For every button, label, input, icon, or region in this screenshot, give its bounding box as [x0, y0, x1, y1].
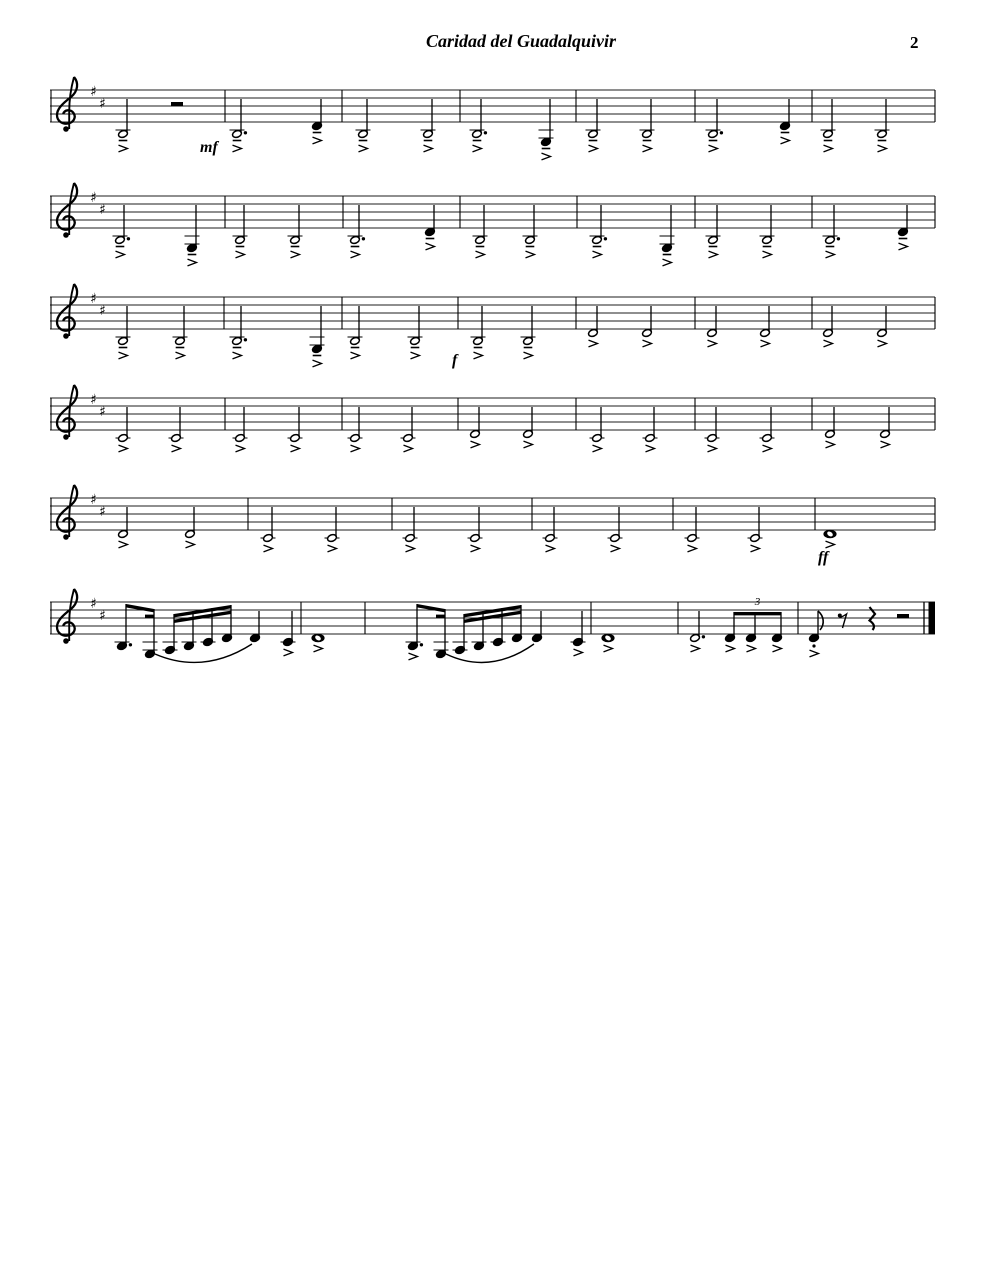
- accent-mark: [763, 251, 772, 258]
- note: [173, 306, 188, 359]
- accent-mark: [476, 251, 485, 258]
- accent-mark: [233, 145, 242, 152]
- augmentation-dot: [127, 237, 130, 240]
- accent-mark: [291, 445, 300, 452]
- accent-mark: [542, 153, 551, 160]
- treble-clef-blob: [63, 638, 69, 644]
- accent-mark: [751, 545, 760, 552]
- accent-mark: [546, 545, 555, 552]
- note: [473, 205, 488, 258]
- note: [470, 407, 481, 448]
- augmentation-dot: [129, 643, 132, 646]
- augmentation-dot: [244, 131, 247, 134]
- tuplet-number: 3: [754, 596, 761, 608]
- staff-system: [50, 77, 935, 160]
- half-rest: [897, 614, 909, 618]
- note: [588, 306, 599, 347]
- note: [421, 99, 436, 152]
- accent-mark: [611, 545, 620, 552]
- key-signature-sharp: ♯: [90, 291, 97, 307]
- note: [590, 205, 608, 258]
- note: [185, 507, 196, 548]
- treble-clef: [57, 77, 77, 132]
- note: [311, 634, 324, 652]
- staff-system: [50, 385, 935, 452]
- note: [408, 306, 423, 359]
- note: [233, 205, 248, 258]
- treble-clef: [57, 589, 77, 644]
- accent-mark: [604, 645, 613, 652]
- accent-mark: [781, 137, 790, 144]
- accent-mark: [404, 445, 413, 452]
- note: [471, 306, 486, 359]
- accent-mark: [826, 541, 835, 548]
- accent-mark: [878, 340, 887, 347]
- note: [877, 306, 888, 347]
- augmentation-dot: [702, 635, 705, 638]
- note: [406, 604, 424, 660]
- note: [310, 306, 325, 367]
- accent-mark: [773, 645, 782, 652]
- accent-mark: [116, 251, 125, 258]
- note: [230, 306, 248, 359]
- key-signature-sharp: ♯: [99, 504, 106, 520]
- note: [760, 306, 771, 347]
- staff-system: [50, 284, 935, 369]
- staff-system: [50, 183, 935, 266]
- accent-mark: [708, 445, 717, 452]
- accent-mark: [314, 645, 323, 652]
- accent-mark: [826, 251, 835, 258]
- note: [523, 407, 534, 448]
- key-signature-sharp: ♯: [99, 303, 106, 319]
- accent-mark: [708, 340, 717, 347]
- note: [825, 407, 836, 448]
- accent-mark: [406, 545, 415, 552]
- accent-mark: [526, 251, 535, 258]
- dynamic-marking: ff: [818, 549, 829, 566]
- accent-mark: [351, 251, 360, 258]
- accent-mark: [119, 145, 128, 152]
- treble-clef-curl: [57, 485, 77, 532]
- accent-mark: [726, 645, 735, 652]
- treble-clef-curl: [57, 183, 77, 230]
- staccato-dot: [812, 644, 815, 647]
- note: [115, 604, 133, 651]
- accent-mark: [643, 340, 652, 347]
- accent-mark: [411, 352, 420, 359]
- accent-mark: [328, 545, 337, 552]
- note: [230, 99, 248, 152]
- accent-mark: [881, 441, 890, 448]
- final-barline-thick: [929, 602, 936, 634]
- accent-mark: [709, 251, 718, 258]
- note: [521, 306, 536, 359]
- accent-mark: [589, 340, 598, 347]
- beam: [734, 612, 781, 615]
- accent-mark: [119, 352, 128, 359]
- accent-mark: [471, 441, 480, 448]
- key-signature-sharp: ♯: [99, 608, 106, 624]
- accent-mark: [313, 360, 322, 367]
- accent-mark: [663, 259, 672, 266]
- dynamic-marking: f: [452, 352, 458, 369]
- accent-mark: [291, 251, 300, 258]
- accent-mark: [188, 259, 197, 266]
- accent-mark: [409, 653, 418, 660]
- staff-system: [50, 485, 935, 566]
- treble-clef-curl: [57, 77, 77, 124]
- accent-mark: [646, 445, 655, 452]
- augmentation-dot: [244, 338, 247, 341]
- key-signature-sharp: ♯: [90, 392, 97, 408]
- accent-mark: [524, 441, 533, 448]
- treble-clef-curl: [57, 284, 77, 331]
- treble-clef-curl: [57, 589, 77, 636]
- note: [288, 205, 303, 258]
- accent-mark: [688, 545, 697, 552]
- augmentation-dot: [720, 131, 723, 134]
- piece-title: Caridad del Guadalquivir: [425, 31, 617, 51]
- accent-mark: [691, 645, 700, 652]
- accent-mark: [593, 251, 602, 258]
- treble-clef: [57, 485, 77, 540]
- accent-mark: [236, 251, 245, 258]
- accent-mark: [284, 649, 293, 656]
- accent-mark: [899, 243, 908, 250]
- note: [601, 634, 614, 652]
- treble-clef-blob: [63, 126, 69, 132]
- treble-clef: [57, 284, 77, 339]
- note: [116, 99, 131, 152]
- accent-mark: [593, 445, 602, 452]
- note: [880, 407, 891, 448]
- accent-mark: [824, 340, 833, 347]
- augmentation-dot: [420, 643, 423, 646]
- note: [760, 205, 775, 258]
- augmentation-dot: [604, 237, 607, 240]
- key-signature-sharp: ♯: [99, 96, 106, 112]
- note: [356, 99, 371, 152]
- treble-clef-blob: [63, 232, 69, 238]
- sixteenth-beam-stub: [436, 615, 445, 618]
- accent-mark: [426, 243, 435, 250]
- note: [116, 306, 131, 359]
- treble-clef-curl: [57, 385, 77, 432]
- accent-mark: [236, 445, 245, 452]
- treble-clef-blob: [63, 333, 69, 339]
- accent-mark: [763, 445, 772, 452]
- note: [707, 306, 718, 347]
- note: [118, 507, 129, 548]
- accent-mark: [589, 145, 598, 152]
- note: [823, 530, 836, 548]
- note: [821, 99, 836, 152]
- accent-mark: [351, 352, 360, 359]
- note: [250, 611, 261, 643]
- accent-mark: [524, 352, 533, 359]
- note: [113, 205, 131, 258]
- accent-mark: [359, 145, 368, 152]
- note: [185, 205, 200, 266]
- note: [823, 205, 841, 258]
- note: [523, 205, 538, 258]
- sixteenth-beam-stub: [145, 615, 154, 618]
- accent-mark: [824, 145, 833, 152]
- accent-mark: [233, 352, 242, 359]
- key-signature-sharp: ♯: [90, 492, 97, 508]
- note: [348, 306, 363, 359]
- staff-system: [50, 589, 935, 662]
- treble-clef-blob: [63, 534, 69, 540]
- key-signature-sharp: ♯: [99, 202, 106, 218]
- accent-mark: [119, 541, 128, 548]
- note: [640, 99, 655, 152]
- augmentation-dot: [484, 131, 487, 134]
- key-signature-sharp: ♯: [99, 404, 106, 420]
- accent-mark: [471, 545, 480, 552]
- accent-mark: [264, 545, 273, 552]
- note: [660, 205, 675, 266]
- accent-mark: [878, 145, 887, 152]
- dynamic-marking: mf: [200, 139, 218, 156]
- beam: [417, 604, 445, 612]
- accent-mark: [709, 145, 718, 152]
- accent-mark: [761, 340, 770, 347]
- note: [586, 99, 601, 152]
- key-signature-sharp: ♯: [90, 596, 97, 612]
- page-number: 2: [910, 33, 919, 52]
- treble-clef-blob: [63, 434, 69, 440]
- note: [706, 205, 721, 258]
- note: [823, 306, 834, 347]
- note: [470, 99, 488, 152]
- accent-mark: [810, 650, 819, 657]
- augmentation-dot: [837, 237, 840, 240]
- half-rest: [171, 102, 183, 106]
- accent-mark: [172, 445, 181, 452]
- key-signature-sharp: ♯: [90, 84, 97, 100]
- accent-mark: [473, 145, 482, 152]
- note: [539, 99, 554, 160]
- eighth-flag: [818, 611, 823, 630]
- note: [532, 611, 543, 643]
- accent-mark: [119, 445, 128, 452]
- note: [706, 99, 724, 152]
- treble-clef: [57, 183, 77, 238]
- accent-mark: [351, 445, 360, 452]
- accent-mark: [424, 145, 433, 152]
- accent-mark: [474, 352, 483, 359]
- note: [690, 611, 706, 652]
- accent-mark: [643, 145, 652, 152]
- accent-mark: [176, 352, 185, 359]
- beam: [126, 604, 154, 612]
- key-signature-sharp: ♯: [90, 190, 97, 206]
- accent-mark: [826, 441, 835, 448]
- treble-clef: [57, 385, 77, 440]
- augmentation-dot: [362, 237, 365, 240]
- accent-mark: [313, 137, 322, 144]
- accent-mark: [186, 541, 195, 548]
- note: [875, 99, 890, 152]
- note: [642, 306, 653, 347]
- note: [348, 205, 366, 258]
- accent-mark: [574, 649, 583, 656]
- accent-mark: [747, 645, 756, 652]
